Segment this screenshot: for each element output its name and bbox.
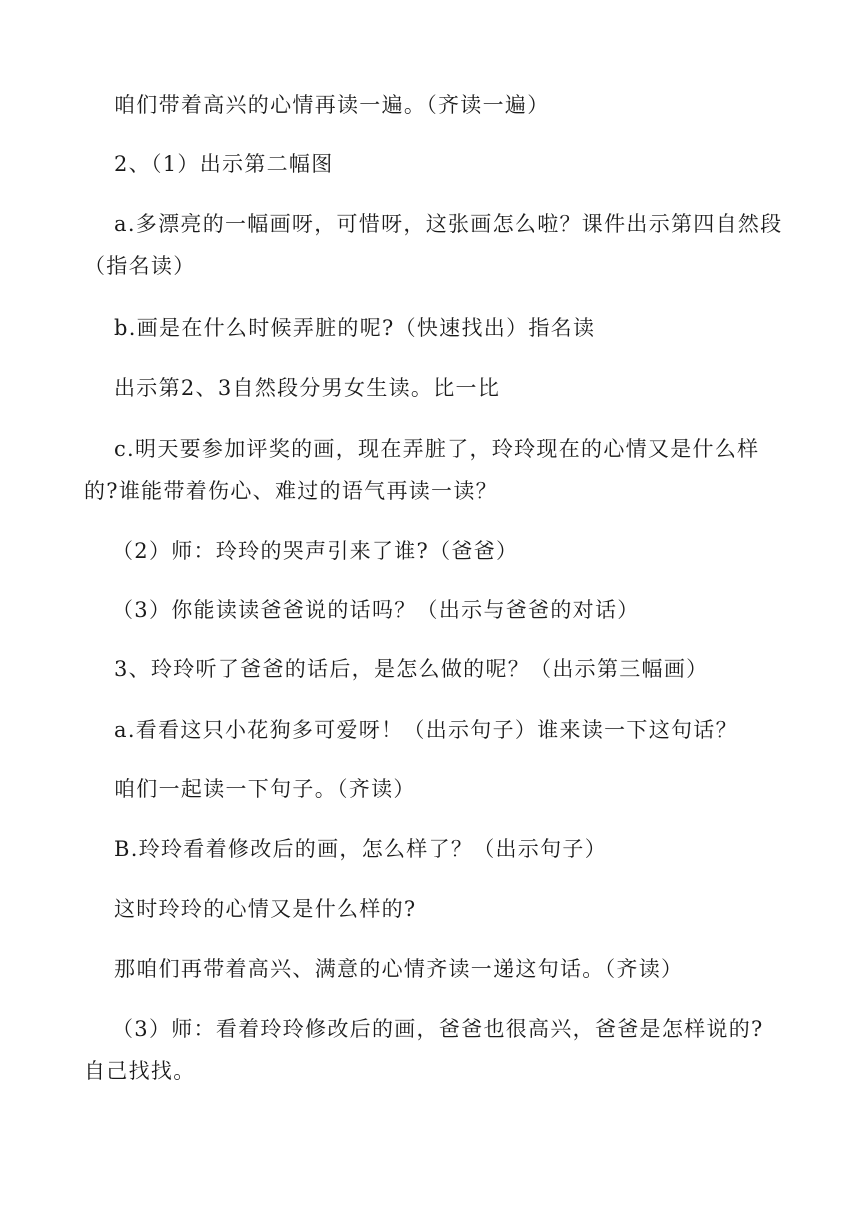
paragraph: 咱们一起读一下句子。（齐读） bbox=[114, 777, 416, 801]
paragraph: 2、（1）出示第二幅图 bbox=[114, 152, 334, 176]
paragraph: 咱们带着高兴的心情再读一遍。（齐读一遍） bbox=[114, 93, 550, 117]
paragraph: a.多漂亮的一幅画呀，可惜呀，这张画怎么啦？课件出示第四自然段（指名读） bbox=[84, 212, 783, 278]
paragraph: 出示第2、3自然段分男女生读。比一比 bbox=[114, 376, 501, 400]
paragraph: b.画是在什么时候弄脏的呢?（快速找出）指名读 bbox=[114, 316, 596, 340]
paragraph: B.玲玲看着修改后的画，怎么样了？（出示句子） bbox=[114, 837, 608, 861]
paragraph: c.明天要参加评奖的画，现在弄脏了，玲玲现在的心情又是什么样的?谁能带着伤心、难过的语气再读一读？ bbox=[84, 437, 760, 503]
paragraph: 那咱们再带着高兴、满意的心情齐读一递这句话。（齐读） bbox=[114, 957, 684, 981]
paragraph: 这时玲玲的心情又是什么样的? bbox=[114, 897, 417, 921]
paragraph: （3）你能读读爸爸说的话吗？（出示与爸爸的对话） bbox=[112, 598, 640, 622]
paragraph: 3、玲玲听了爸爸的话后，是怎么做的呢？（出示第三幅画） bbox=[114, 657, 709, 681]
paragraph: （2）师：玲玲的哭声引来了谁?（爸爸） bbox=[112, 539, 519, 563]
paragraph: （3）师：看着玲玲修改后的画，爸爸也很高兴，爸爸是怎样说的?自己找找。 bbox=[84, 1017, 764, 1083]
paragraph: a.看看这只小花狗多可爱呀！（出示句子）谁来读一下这句话？ bbox=[114, 718, 738, 742]
